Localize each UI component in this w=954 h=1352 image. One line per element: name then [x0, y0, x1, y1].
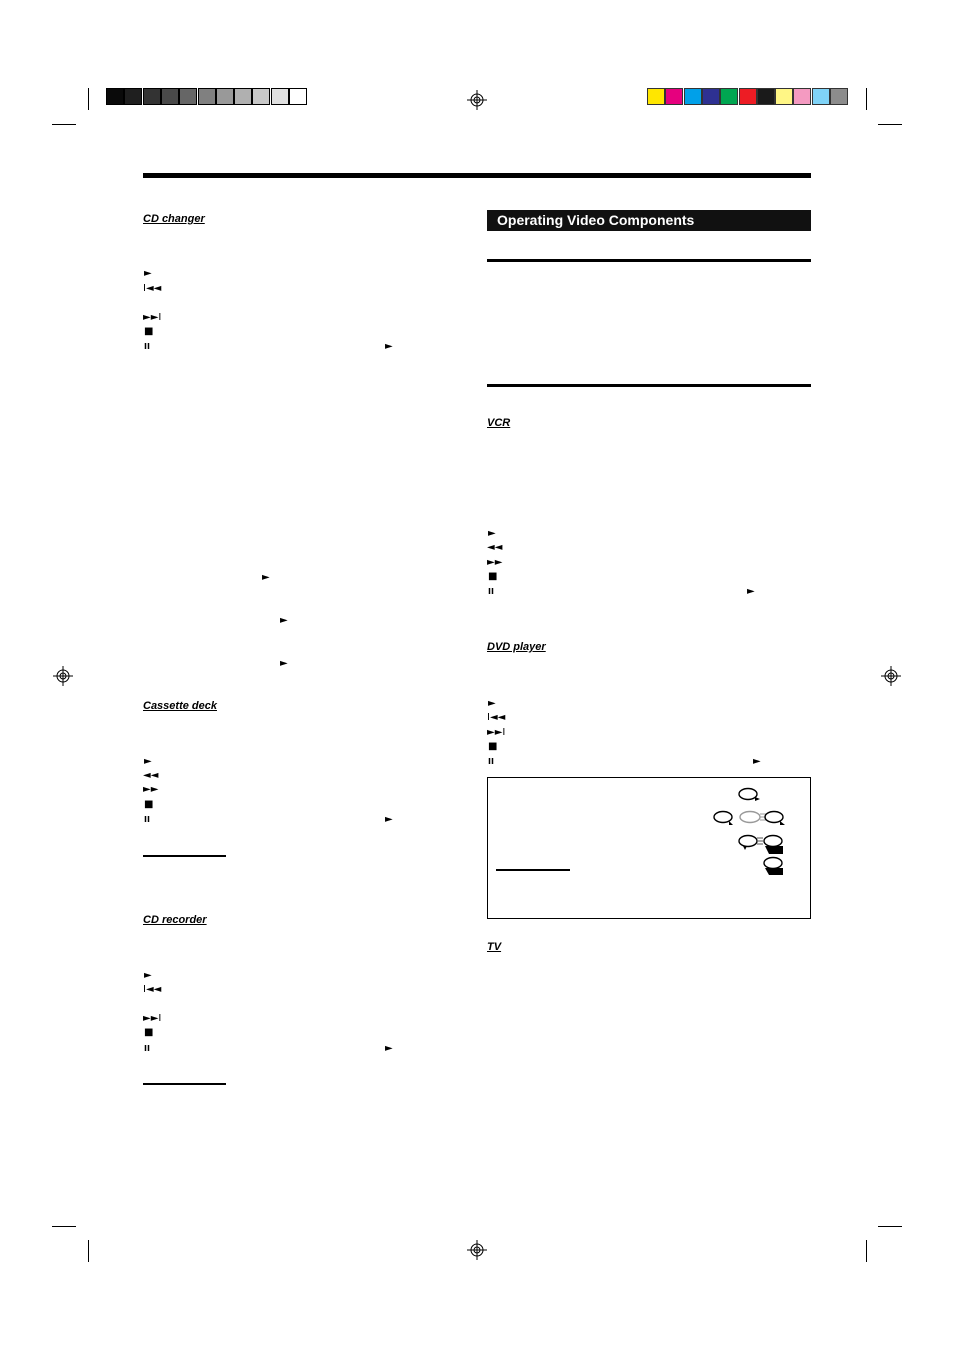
- color-swatch: [702, 88, 720, 105]
- crop-mark: [52, 124, 76, 125]
- color-swatch: [830, 88, 848, 105]
- grayscale-swatch: [106, 88, 124, 105]
- play-icon: ►: [488, 698, 496, 709]
- play-icon: ►: [385, 1043, 393, 1054]
- play-icon: ►: [144, 268, 152, 279]
- note-rule: [143, 855, 226, 857]
- repeat-mode-diagram-icon: [713, 784, 793, 876]
- grayscale-swatch: [143, 88, 161, 105]
- cd-changer-heading: CD changer: [143, 213, 205, 225]
- play-icon: ►: [280, 658, 288, 669]
- note-rule: [143, 1083, 226, 1085]
- skip-back-icon: I◄◄: [143, 984, 162, 995]
- stop-icon: ■: [144, 1027, 154, 1038]
- registration-mark-icon: [881, 666, 901, 686]
- skip-forward-icon: ►►I: [143, 1013, 162, 1024]
- play-icon: ►: [385, 341, 393, 352]
- color-swatch: [739, 88, 757, 105]
- color-swatch: [665, 88, 683, 105]
- grayscale-swatch: [252, 88, 270, 105]
- play-icon: ►: [753, 756, 761, 767]
- stop-icon: ■: [144, 799, 154, 810]
- play-icon: ►: [747, 586, 755, 597]
- registration-mark-icon: [467, 90, 487, 110]
- skip-back-icon: I◄◄: [143, 283, 162, 294]
- play-icon: ►: [488, 528, 496, 539]
- color-swatch: [793, 88, 811, 105]
- pause-icon: II: [144, 1044, 150, 1053]
- crop-mark: [52, 1226, 76, 1227]
- play-icon: ►: [385, 814, 393, 825]
- play-icon: ►: [262, 572, 270, 583]
- section-title: Operating Video Components: [487, 210, 811, 231]
- grayscale-swatch: [161, 88, 179, 105]
- crop-mark: [88, 1240, 89, 1262]
- play-icon: ►: [144, 970, 152, 981]
- vcr-heading: VCR: [487, 417, 511, 429]
- stop-icon: ■: [144, 326, 154, 337]
- rewind-icon: ◄◄: [143, 770, 159, 781]
- stop-icon: ■: [488, 741, 498, 752]
- stop-icon: ■: [488, 571, 498, 582]
- note-rule: [496, 869, 570, 871]
- crop-mark: [866, 1240, 867, 1262]
- rewind-icon: ◄◄: [487, 542, 503, 553]
- grayscale-swatch: [198, 88, 216, 105]
- dvd-player-heading: DVD player: [487, 641, 546, 653]
- fast-forward-icon: ►►: [143, 784, 159, 795]
- note-box: [487, 777, 811, 919]
- skip-forward-icon: ►►I: [487, 727, 506, 738]
- registration-mark-icon: [53, 666, 73, 686]
- pause-icon: II: [144, 815, 150, 824]
- grayscale-swatch: [271, 88, 289, 105]
- crop-mark: [878, 1226, 902, 1227]
- top-page-rule: [143, 173, 811, 178]
- grayscale-swatch: [179, 88, 197, 105]
- pause-icon: II: [144, 342, 150, 351]
- grayscale-swatch: [234, 88, 252, 105]
- grayscale-swatch: [289, 88, 307, 105]
- color-swatch: [812, 88, 830, 105]
- skip-forward-icon: ►►I: [143, 312, 162, 323]
- play-icon: ►: [144, 756, 152, 767]
- skip-back-icon: I◄◄: [487, 712, 506, 723]
- grayscale-swatch: [124, 88, 142, 105]
- color-swatch: [684, 88, 702, 105]
- fast-forward-icon: ►►: [487, 557, 503, 568]
- color-swatch: [757, 88, 775, 105]
- crop-mark: [88, 88, 89, 110]
- crop-mark: [866, 88, 867, 110]
- play-icon: ►: [280, 615, 288, 626]
- pause-icon: II: [488, 757, 494, 766]
- grayscale-swatch: [216, 88, 234, 105]
- color-swatch: [647, 88, 665, 105]
- cassette-deck-heading: Cassette deck: [143, 700, 217, 712]
- tv-heading: TV: [487, 941, 502, 953]
- subsection-rule: [487, 384, 811, 387]
- crop-mark: [878, 124, 902, 125]
- pause-icon: II: [488, 587, 494, 596]
- subsection-rule: [487, 259, 811, 262]
- cd-recorder-heading: CD recorder: [143, 914, 207, 926]
- color-swatch: [720, 88, 738, 105]
- registration-mark-icon: [467, 1240, 487, 1260]
- color-swatch: [775, 88, 793, 105]
